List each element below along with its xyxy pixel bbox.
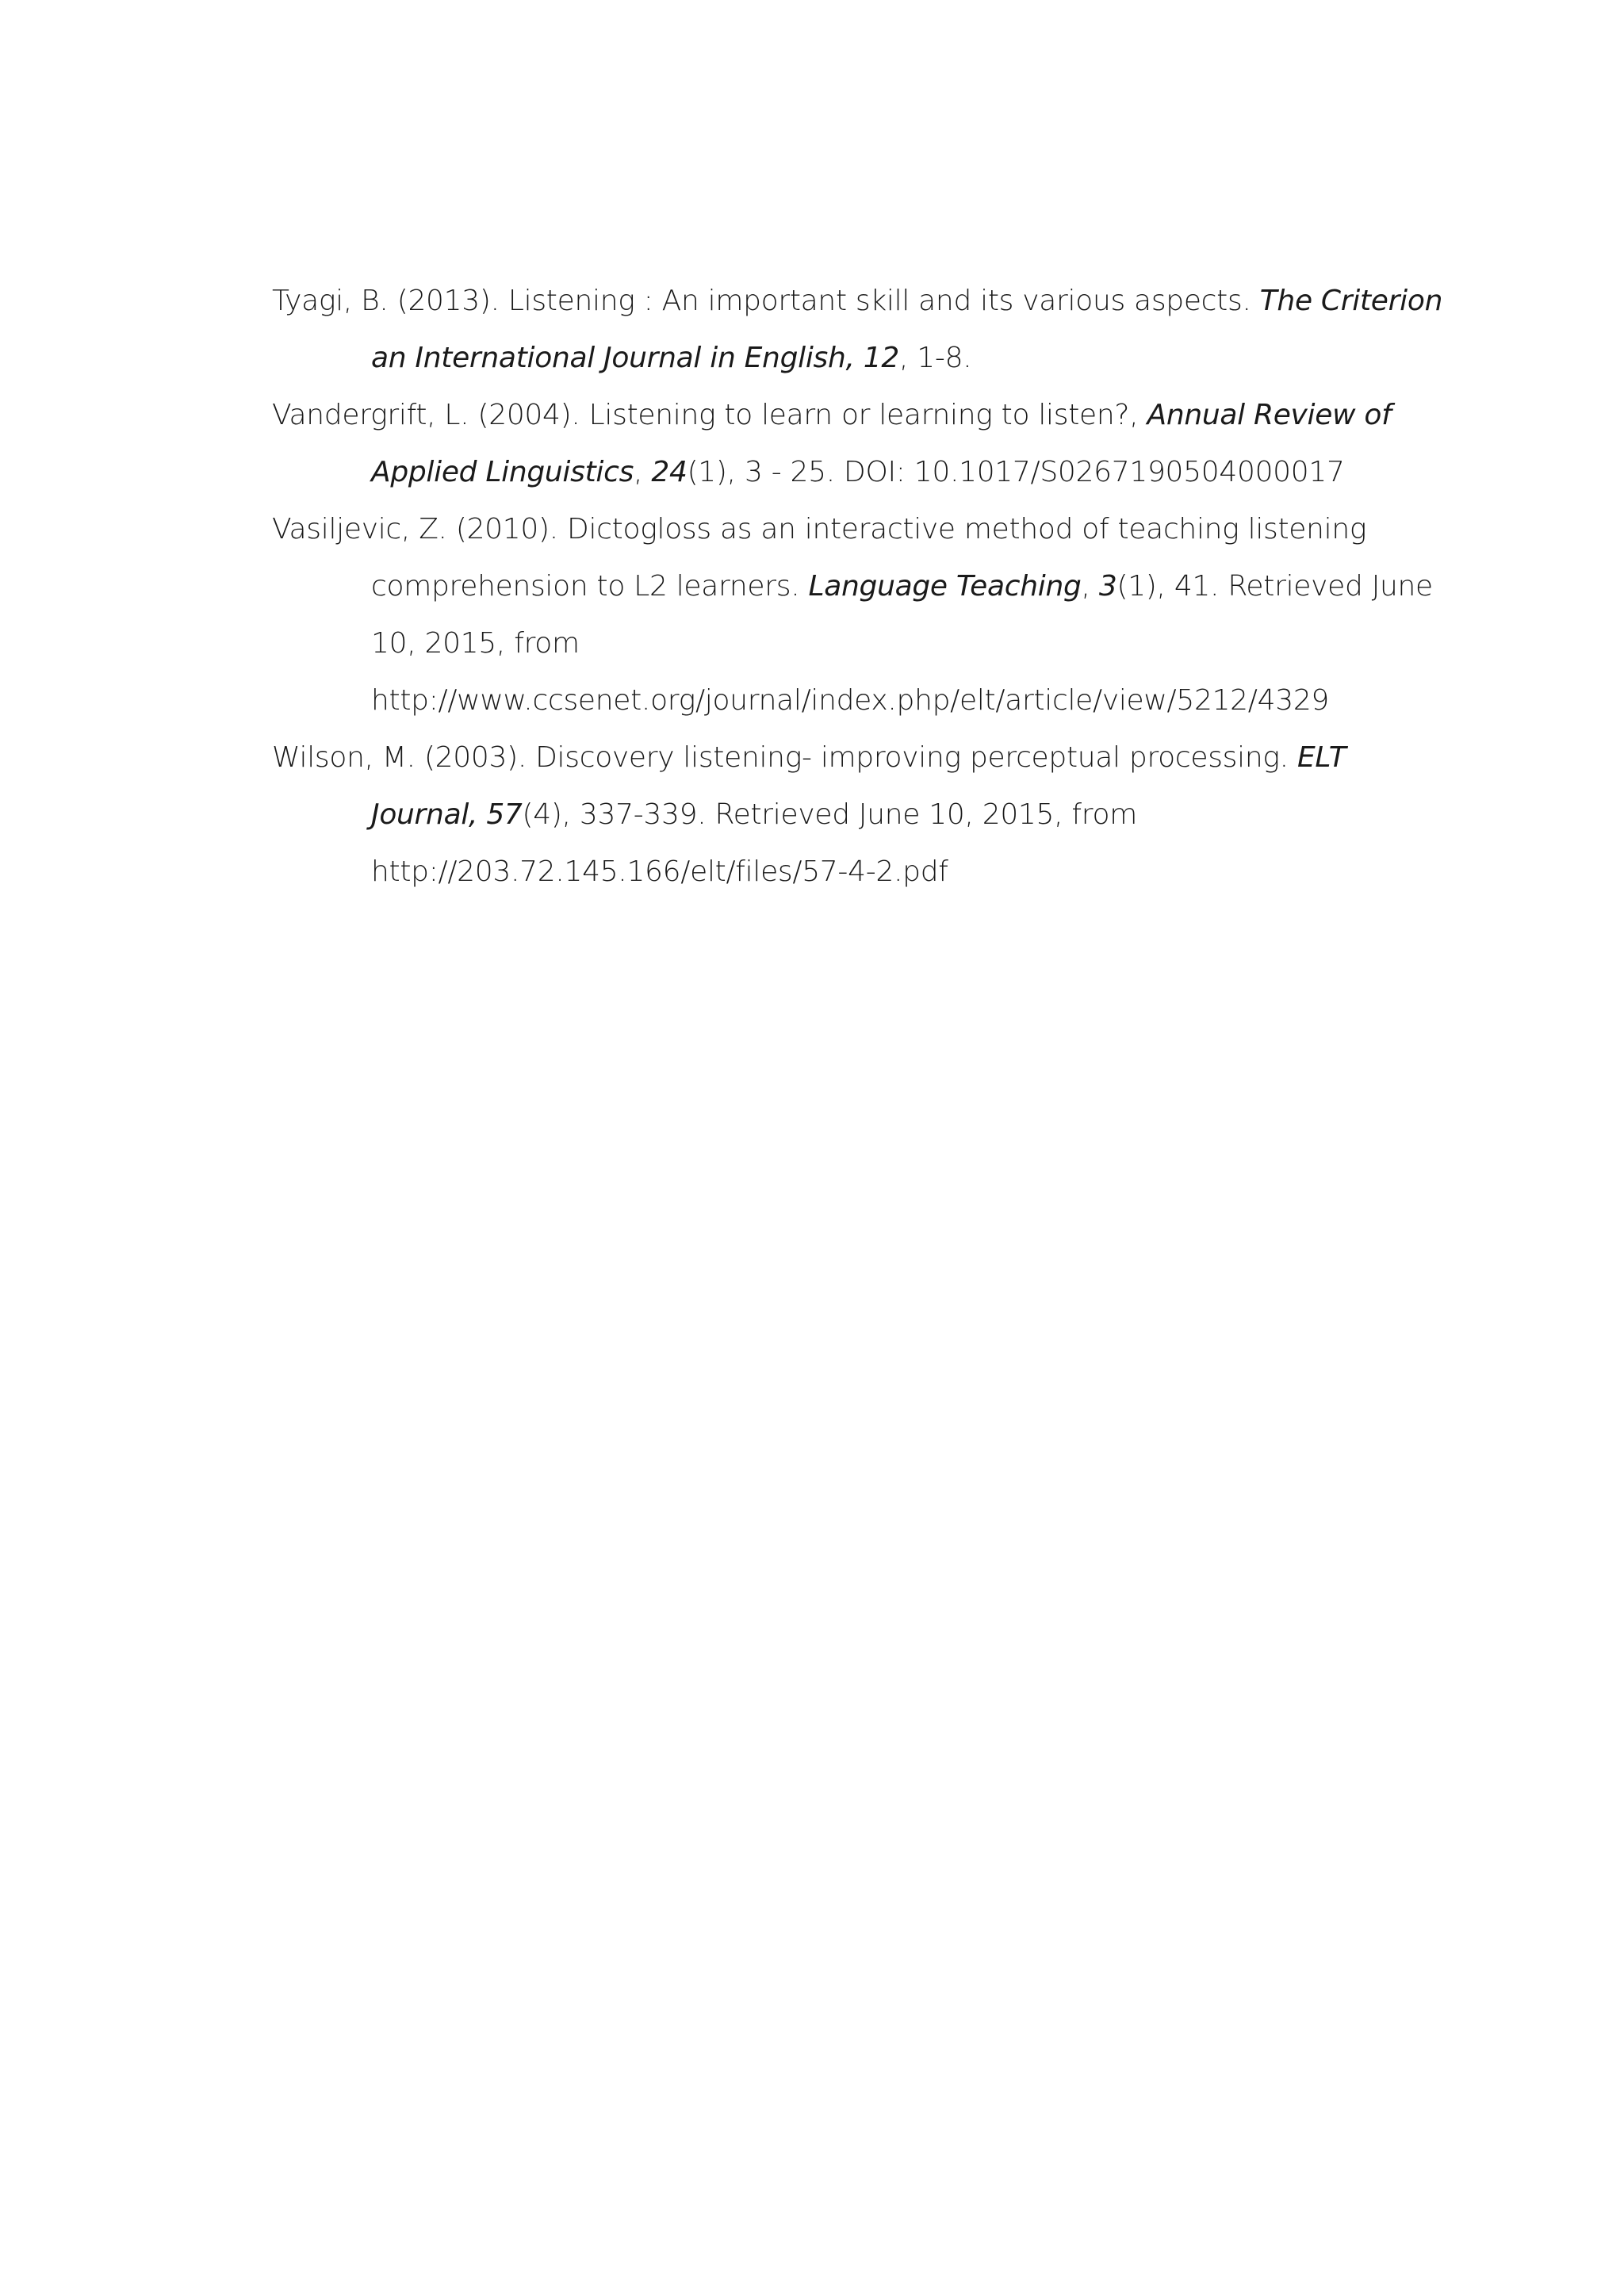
reference-list: [272, 273, 1443, 901]
reference-first-line: [272, 501, 1382, 558]
reference-entry: [272, 501, 1433, 729]
text-segment: comprehension to L2 learners.: [371, 570, 809, 603]
italic-text: Annual Review of: [1147, 399, 1392, 431]
italic-text: 24: [651, 456, 688, 488]
italic-text: an International Journal in English, 12: [371, 342, 899, 374]
text-segment: ,: [634, 456, 652, 488]
italic-text: Journal, 57: [371, 798, 523, 831]
reference-entry: [272, 729, 1382, 901]
text-segment: Wilson, M. (2003). Discovery listening- improving perceptual processing.: [272, 741, 1297, 774]
text-segment: Vasiljevic, Z. (2010). Dictogloss as an interactive method of teaching listening: [272, 513, 1367, 545]
reference-first-line: [272, 387, 1392, 444]
italic-text: Applied Linguistics: [371, 456, 634, 488]
reference-continuation-line: [272, 615, 1382, 672]
italic-text: The Criterion: [1259, 285, 1443, 317]
text-segment: ,: [1081, 570, 1099, 603]
text-segment: (1), 41. Retrieved June: [1116, 570, 1433, 603]
reference-continuation-line: [272, 844, 1382, 901]
text-segment: Vandergrift, L. (2004). Listening to learn or learning to listen?,: [272, 399, 1147, 431]
text-segment: (1), 3 - 25. DOI: 10.1017/S0267190504000017: [687, 456, 1345, 488]
italic-text: Language Teaching: [808, 570, 1082, 603]
reference-first-line: [272, 729, 1382, 786]
reference-continuation-line: [272, 444, 1382, 501]
italic-text: 3: [1098, 570, 1117, 603]
reference-entry: [272, 387, 1392, 501]
italic-text: ELT: [1297, 741, 1346, 774]
reference-continuation-line: [272, 672, 1382, 729]
text-segment: , 1-8.: [899, 342, 972, 374]
reference-first-line: [272, 273, 1443, 330]
reference-entry: [272, 273, 1443, 387]
text-segment: 10, 2015, from: [371, 627, 580, 660]
reference-continuation-line: [272, 330, 1382, 387]
text-segment: http://203.72.145.166/elt/files/57-4-2.pdf: [371, 855, 948, 888]
text-segment: http://www.ccsenet.org/journal/index.php/elt/article/view/5212/4329: [371, 684, 1330, 717]
text-segment: (4), 337-339. Retrieved June 10, 2015, from: [522, 798, 1138, 831]
text-segment: Tyagi, B. (2013). Listening : An important skill and its various aspects.: [272, 285, 1260, 317]
reference-continuation-line: [272, 786, 1382, 844]
reference-continuation-line: [272, 558, 1433, 615]
